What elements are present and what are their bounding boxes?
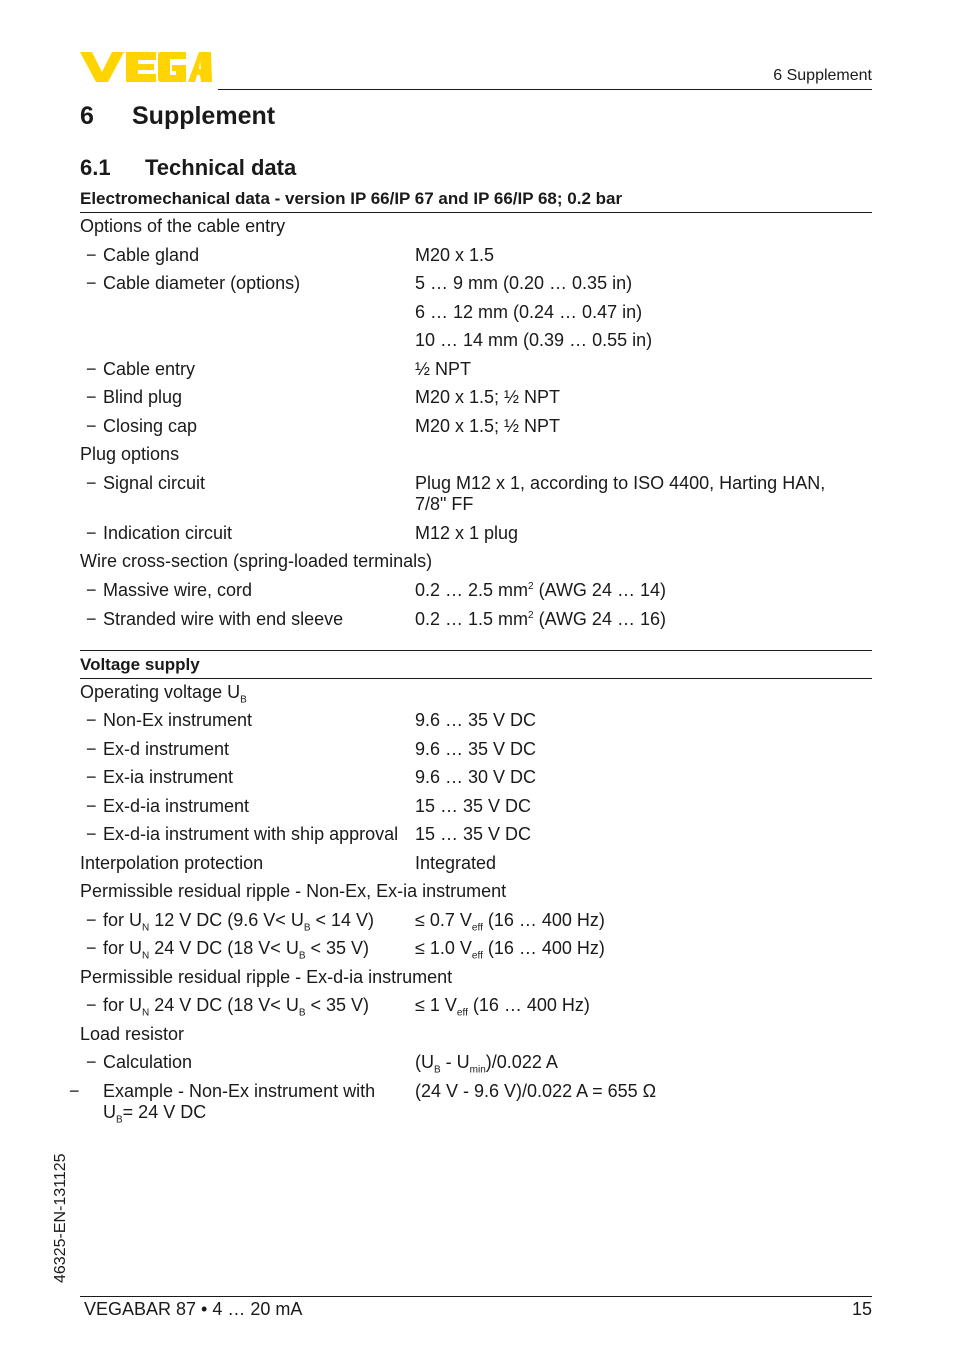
footer-rule: [80, 1296, 872, 1297]
section-rule: [80, 650, 872, 651]
document-code: 46325-EN-131125: [52, 1153, 69, 1283]
voltage-section-title: Voltage supply: [80, 655, 200, 674]
header-rule: [218, 89, 872, 90]
subchapter-title: 6.1 Technical data: [80, 155, 297, 180]
vega-logo: [80, 50, 212, 84]
footer-product: VEGABAR 87 • 4 … 20 mA: [84, 1299, 303, 1319]
header-section: 6 Supplement: [773, 67, 872, 84]
electro-section-title: Electromechanical data - version IP 66/IP 67 and IP 66/IP 68; 0.2 bar: [80, 189, 623, 208]
page-number: 15: [851, 1299, 872, 1319]
chapter-title: 6 Supplement: [80, 102, 276, 130]
section-rule: [80, 212, 872, 213]
section-rule: [80, 678, 872, 679]
